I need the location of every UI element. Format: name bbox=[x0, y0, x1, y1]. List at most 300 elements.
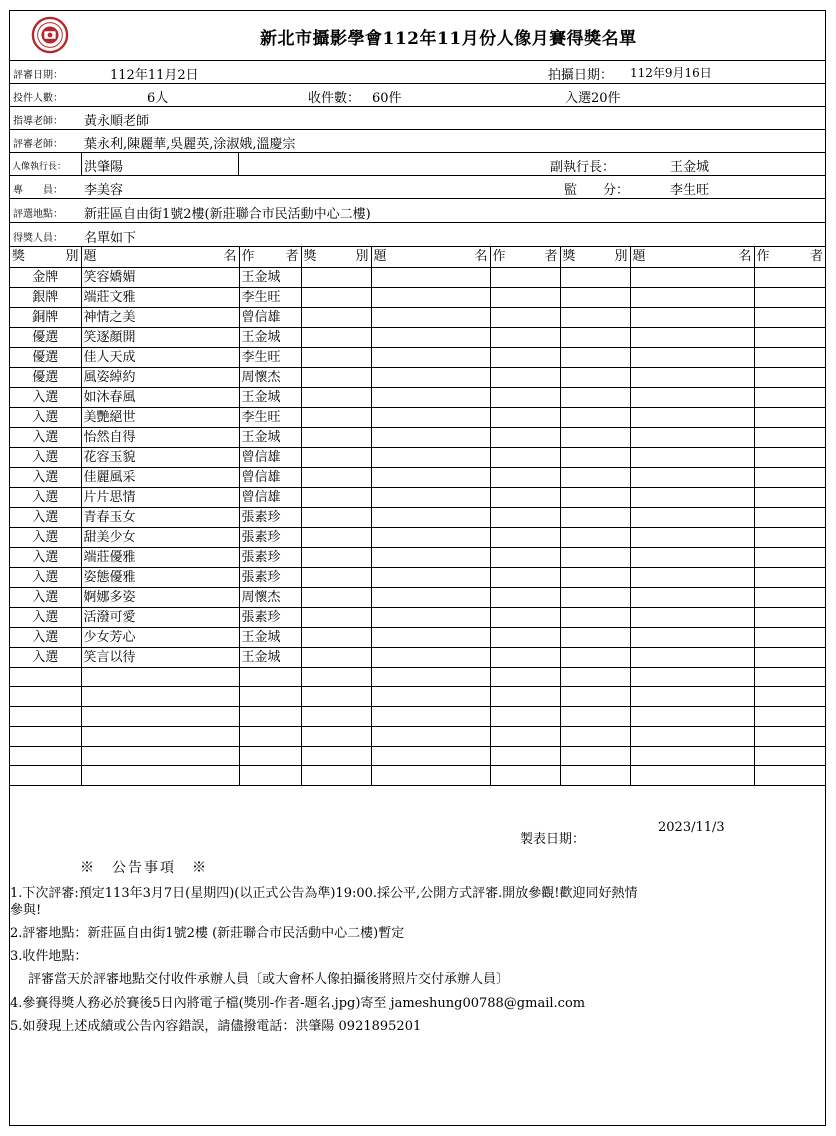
award-title-cell: 甜美少女 bbox=[81, 527, 239, 547]
empty-cell bbox=[490, 726, 560, 746]
empty-cell bbox=[560, 287, 630, 307]
table-row bbox=[10, 647, 825, 667]
empty-cell bbox=[81, 726, 239, 746]
empty-cell bbox=[560, 507, 630, 527]
table-row bbox=[10, 627, 825, 647]
awards-table bbox=[10, 247, 825, 786]
header-type-b: 別 bbox=[65, 249, 79, 265]
empty-cell bbox=[301, 647, 371, 667]
empty-cell bbox=[754, 547, 825, 567]
empty-cell bbox=[301, 627, 371, 647]
shoot-date-value: 112年9月16日 bbox=[630, 66, 712, 80]
header-author-b-3: 者 bbox=[809, 249, 823, 265]
table-row bbox=[10, 447, 825, 467]
empty-cell bbox=[10, 687, 81, 707]
empty-cell bbox=[490, 507, 560, 527]
empty-cell bbox=[10, 746, 81, 766]
award-author-cell: 王金城 bbox=[239, 427, 301, 447]
judge-date-label: 評審日期： bbox=[13, 70, 63, 81]
empty-cell bbox=[10, 667, 81, 687]
selected-value: 入選20件 bbox=[565, 91, 621, 106]
empty-cell bbox=[301, 307, 371, 327]
empty-cell bbox=[754, 587, 825, 607]
award-author-cell: 周懷杰 bbox=[239, 367, 301, 387]
empty-cell bbox=[630, 327, 754, 347]
empty-cell bbox=[754, 367, 825, 387]
empty-cell bbox=[630, 587, 754, 607]
supervisor-value: 李生旺 bbox=[670, 183, 710, 198]
award-title-cell: 端莊優雅 bbox=[81, 547, 239, 567]
judges-label: 評審老師： bbox=[13, 139, 63, 150]
vice-exec-value: 王金城 bbox=[670, 160, 710, 175]
table-row bbox=[10, 487, 825, 507]
empty-cell bbox=[754, 507, 825, 527]
table-row bbox=[10, 667, 825, 687]
award-title-cell: 笑逐顏開 bbox=[81, 327, 239, 347]
award-title-cell: 青春玉女 bbox=[81, 507, 239, 527]
staff-value: 李美容 bbox=[84, 183, 124, 198]
header-row bbox=[10, 11, 825, 61]
table-row bbox=[10, 607, 825, 627]
empty-cell bbox=[560, 587, 630, 607]
empty-cell bbox=[560, 607, 630, 627]
award-author-cell: 張素珍 bbox=[239, 607, 301, 627]
empty-cell bbox=[630, 387, 754, 407]
notice-item-3: 3.收件地點： bbox=[10, 949, 88, 964]
notice-item-1: 1.下次評審:預定113年3月7日(星期四)(以正式公告為準)19:00.採公平,公開方式評審.開放參觀!歡迎同好熱情 bbox=[10, 886, 638, 901]
award-author-cell: 王金城 bbox=[239, 647, 301, 667]
award-title-cell: 笑言以待 bbox=[81, 647, 239, 667]
empty-cell bbox=[630, 746, 754, 766]
empty-cell bbox=[371, 287, 490, 307]
empty-cell bbox=[754, 527, 825, 547]
award-title-cell: 風姿綽約 bbox=[81, 367, 239, 387]
empty-cell bbox=[630, 726, 754, 746]
award-author-cell: 李生旺 bbox=[239, 407, 301, 427]
notice-item-4: 4.參賽得獎人務必於賽後5日內將電子檔(獎別-作者-題名.jpg)寄至 jameshung00788@gmail.com bbox=[10, 996, 586, 1011]
empty-cell bbox=[754, 307, 825, 327]
table-row bbox=[10, 267, 825, 287]
empty-cell bbox=[630, 647, 754, 667]
empty-cell bbox=[560, 307, 630, 327]
award-title-cell: 怡然自得 bbox=[81, 427, 239, 447]
supervisor-label: 監 分： bbox=[564, 183, 630, 198]
page-title: 新北市攝影學會112年11月份人像月賽得獎名單 bbox=[260, 29, 637, 49]
empty-cell bbox=[239, 766, 301, 786]
empty-cell bbox=[371, 746, 490, 766]
award-type-cell: 入選 bbox=[10, 587, 81, 607]
empty-cell bbox=[754, 607, 825, 627]
award-title-cell: 端莊文雅 bbox=[81, 287, 239, 307]
empty-cell bbox=[371, 527, 490, 547]
empty-cell bbox=[754, 287, 825, 307]
notice-item-5: 5.如發現上述成績或公告內容錯誤，請儘撥電話：洪肇陽 0921895201 bbox=[10, 1019, 422, 1034]
award-author-cell: 王金城 bbox=[239, 627, 301, 647]
award-title-cell: 片片思情 bbox=[81, 487, 239, 507]
empty-cell bbox=[10, 766, 81, 786]
empty-cell bbox=[371, 327, 490, 347]
table-row bbox=[10, 467, 825, 487]
empty-cell bbox=[301, 667, 371, 687]
empty-cell bbox=[754, 407, 825, 427]
empty-cell bbox=[490, 587, 560, 607]
mentor-value: 黃永順老師 bbox=[84, 114, 150, 129]
award-author-cell: 曾信雄 bbox=[239, 467, 301, 487]
empty-cell bbox=[371, 507, 490, 527]
empty-cell bbox=[301, 746, 371, 766]
award-type-cell: 入選 bbox=[10, 527, 81, 547]
empty-cell bbox=[490, 387, 560, 407]
empty-cell bbox=[560, 487, 630, 507]
empty-cell bbox=[301, 766, 371, 786]
empty-cell bbox=[630, 267, 754, 287]
empty-cell bbox=[490, 487, 560, 507]
table-row bbox=[10, 547, 825, 567]
empty-cell bbox=[754, 487, 825, 507]
empty-cell bbox=[301, 327, 371, 347]
empty-cell bbox=[371, 467, 490, 487]
empty-cell bbox=[490, 607, 560, 627]
empty-cell bbox=[560, 447, 630, 467]
empty-cell bbox=[490, 547, 560, 567]
empty-cell bbox=[301, 347, 371, 367]
empty-cell bbox=[560, 726, 630, 746]
award-author-cell: 曾信雄 bbox=[239, 447, 301, 467]
empty-cell bbox=[371, 647, 490, 667]
empty-cell bbox=[754, 707, 825, 727]
empty-cell bbox=[371, 766, 490, 786]
award-title-cell: 佳麗風采 bbox=[81, 467, 239, 487]
award-type-cell: 銀牌 bbox=[10, 287, 81, 307]
award-title-cell: 婀娜多姿 bbox=[81, 587, 239, 607]
staff-row bbox=[10, 176, 825, 199]
judges-value: 葉永利,陳麗華,吳麗英,涂淑娥,溫慶宗 bbox=[84, 137, 296, 152]
empty-cell bbox=[81, 707, 239, 727]
empty-cell bbox=[630, 567, 754, 587]
header-author-a-3: 作 bbox=[756, 249, 770, 265]
empty-cell bbox=[754, 667, 825, 687]
empty-cell bbox=[490, 687, 560, 707]
empty-cell bbox=[371, 627, 490, 647]
empty-cell bbox=[560, 267, 630, 287]
empty-cell bbox=[301, 387, 371, 407]
empty-cell bbox=[754, 427, 825, 447]
award-type-cell: 優選 bbox=[10, 327, 81, 347]
empty-cell bbox=[301, 707, 371, 727]
table-row bbox=[10, 507, 825, 527]
award-author-cell: 王金城 bbox=[239, 327, 301, 347]
header-type-b-3: 別 bbox=[614, 249, 628, 265]
empty-cell bbox=[81, 687, 239, 707]
award-title-cell: 少女芳心 bbox=[81, 627, 239, 647]
empty-cell bbox=[560, 467, 630, 487]
empty-cell bbox=[490, 766, 560, 786]
empty-cell bbox=[754, 327, 825, 347]
made-date-value: 2023/11/3 bbox=[658, 820, 725, 835]
empty-cell bbox=[371, 726, 490, 746]
award-title-cell: 美艷絕世 bbox=[81, 407, 239, 427]
empty-cell bbox=[754, 687, 825, 707]
empty-cell bbox=[630, 707, 754, 727]
header-title-b: 名 bbox=[223, 249, 237, 265]
empty-cell bbox=[371, 387, 490, 407]
empty-cell bbox=[560, 367, 630, 387]
empty-cell bbox=[490, 467, 560, 487]
empty-cell bbox=[630, 467, 754, 487]
winners-value: 名單如下 bbox=[84, 231, 137, 246]
empty-cell bbox=[560, 427, 630, 447]
award-title-cell: 活潑可愛 bbox=[81, 607, 239, 627]
table-row bbox=[10, 427, 825, 447]
empty-cell bbox=[301, 547, 371, 567]
notice-title: ※ 公告事項 ※ bbox=[80, 860, 208, 876]
empty-cell bbox=[630, 407, 754, 427]
empty-cell bbox=[371, 447, 490, 467]
empty-cell bbox=[490, 347, 560, 367]
empty-cell bbox=[630, 347, 754, 367]
notice-item-3-detail: 評審當天於評審地點交付收件承辦人員〔或大會杯人像拍攝後將照片交付承辦人員〕 bbox=[28, 972, 510, 987]
empty-cell bbox=[371, 307, 490, 327]
award-type-cell: 入選 bbox=[10, 507, 81, 527]
empty-cell bbox=[754, 726, 825, 746]
empty-cell bbox=[630, 527, 754, 547]
award-author-cell: 王金城 bbox=[239, 387, 301, 407]
award-type-cell: 入選 bbox=[10, 647, 81, 667]
award-type-cell: 入選 bbox=[10, 467, 81, 487]
empty-cell bbox=[560, 567, 630, 587]
empty-cell bbox=[371, 687, 490, 707]
empty-cell bbox=[371, 667, 490, 687]
received-value: 60件 bbox=[372, 91, 402, 106]
empty-cell bbox=[371, 267, 490, 287]
empty-cell bbox=[630, 427, 754, 447]
empty-cell bbox=[371, 607, 490, 627]
empty-cell bbox=[490, 667, 560, 687]
empty-cell bbox=[630, 367, 754, 387]
empty-cell bbox=[490, 367, 560, 387]
empty-cell bbox=[560, 667, 630, 687]
empty-cell bbox=[560, 627, 630, 647]
empty-cell bbox=[630, 507, 754, 527]
award-type-cell: 入選 bbox=[10, 487, 81, 507]
header-type-a-2: 獎 bbox=[303, 249, 317, 265]
empty-cell bbox=[301, 267, 371, 287]
table-row bbox=[10, 347, 825, 367]
empty-cell bbox=[560, 687, 630, 707]
header-author-a-2: 作 bbox=[492, 249, 506, 265]
award-type-cell: 入選 bbox=[10, 607, 81, 627]
empty-cell bbox=[560, 387, 630, 407]
table-row bbox=[10, 527, 825, 547]
empty-cell bbox=[754, 567, 825, 587]
empty-cell bbox=[371, 547, 490, 567]
judge-date-value: 112年11月2日 bbox=[110, 68, 199, 83]
award-type-cell: 入選 bbox=[10, 567, 81, 587]
award-author-cell: 曾信雄 bbox=[239, 307, 301, 327]
empty-cell bbox=[560, 746, 630, 766]
empty-cell bbox=[560, 647, 630, 667]
award-type-cell: 銅牌 bbox=[10, 307, 81, 327]
table-row bbox=[10, 407, 825, 427]
empty-cell bbox=[301, 467, 371, 487]
table-row bbox=[10, 707, 825, 727]
empty-cell bbox=[10, 707, 81, 727]
award-type-cell: 入選 bbox=[10, 427, 81, 447]
award-title-cell: 如沐春風 bbox=[81, 387, 239, 407]
empty-cell bbox=[630, 607, 754, 627]
header-title-a-2: 題 bbox=[373, 249, 387, 265]
empty-cell bbox=[301, 687, 371, 707]
mentor-label: 指導老師： bbox=[13, 116, 63, 127]
empty-cell bbox=[754, 467, 825, 487]
empty-cell bbox=[630, 547, 754, 567]
empty-cell bbox=[301, 527, 371, 547]
empty-cell bbox=[630, 307, 754, 327]
empty-cell bbox=[630, 667, 754, 687]
received-label: 收件數： bbox=[308, 91, 361, 106]
empty-cell bbox=[630, 487, 754, 507]
award-author-cell: 張素珍 bbox=[239, 527, 301, 547]
submit-people-label: 投件人數： bbox=[13, 93, 63, 104]
award-author-cell: 周懷杰 bbox=[239, 587, 301, 607]
empty-cell bbox=[490, 407, 560, 427]
exec-label: 人像執行長： bbox=[12, 162, 67, 172]
empty-cell bbox=[371, 407, 490, 427]
empty-cell bbox=[371, 567, 490, 587]
table-row bbox=[10, 726, 825, 746]
table-row bbox=[10, 327, 825, 347]
empty-cell bbox=[490, 267, 560, 287]
empty-cell bbox=[560, 347, 630, 367]
table-row bbox=[10, 746, 825, 766]
award-title-cell: 神情之美 bbox=[81, 307, 239, 327]
empty-cell bbox=[560, 707, 630, 727]
empty-cell bbox=[371, 347, 490, 367]
empty-cell bbox=[239, 726, 301, 746]
empty-cell bbox=[490, 527, 560, 547]
award-type-cell: 入選 bbox=[10, 387, 81, 407]
header-author-b-2: 者 bbox=[544, 249, 558, 265]
empty-cell bbox=[490, 287, 560, 307]
empty-cell bbox=[81, 746, 239, 766]
empty-cell bbox=[560, 327, 630, 347]
award-author-cell: 張素珍 bbox=[239, 567, 301, 587]
empty-cell bbox=[490, 746, 560, 766]
empty-cell bbox=[560, 527, 630, 547]
empty-cell bbox=[754, 746, 825, 766]
table-row bbox=[10, 387, 825, 407]
empty-cell bbox=[301, 507, 371, 527]
empty-cell bbox=[754, 447, 825, 467]
award-title-cell: 姿態優雅 bbox=[81, 567, 239, 587]
empty-cell bbox=[560, 766, 630, 786]
empty-cell bbox=[301, 607, 371, 627]
empty-cell bbox=[560, 407, 630, 427]
empty-cell bbox=[239, 707, 301, 727]
empty-cell bbox=[754, 766, 825, 786]
empty-cell bbox=[630, 447, 754, 467]
empty-cell bbox=[371, 487, 490, 507]
header-type-b-2: 別 bbox=[355, 249, 369, 265]
empty-cell bbox=[490, 327, 560, 347]
society-logo-icon bbox=[31, 16, 69, 54]
empty-cell bbox=[301, 427, 371, 447]
award-title-cell: 笑容嬌媚 bbox=[81, 267, 239, 287]
award-type-cell: 入選 bbox=[10, 447, 81, 467]
table-row bbox=[10, 567, 825, 587]
empty-cell bbox=[301, 487, 371, 507]
winners-row bbox=[10, 223, 825, 247]
empty-cell bbox=[81, 667, 239, 687]
empty-cell bbox=[301, 726, 371, 746]
shoot-date-label: 拍攝日期： bbox=[548, 68, 614, 83]
empty-cell bbox=[754, 387, 825, 407]
submit-people-value: 6人 bbox=[147, 91, 169, 106]
award-type-cell: 入選 bbox=[10, 407, 81, 427]
notice-item-2: 2.評審地點：新莊區自由街1號2樓 (新莊聯合市民活動中心二樓)暫定 bbox=[10, 926, 405, 941]
empty-cell bbox=[754, 267, 825, 287]
empty-cell bbox=[630, 287, 754, 307]
table-row bbox=[10, 307, 825, 327]
award-type-cell: 優選 bbox=[10, 367, 81, 387]
empty-cell bbox=[630, 627, 754, 647]
empty-cell bbox=[490, 707, 560, 727]
empty-cell bbox=[754, 347, 825, 367]
judges-row bbox=[10, 130, 825, 153]
award-author-cell: 李生旺 bbox=[239, 287, 301, 307]
staff-label: 專 員： bbox=[13, 185, 63, 196]
empty-cell bbox=[371, 427, 490, 447]
empty-cell bbox=[239, 667, 301, 687]
table-row bbox=[10, 587, 825, 607]
empty-cell bbox=[630, 766, 754, 786]
award-author-cell: 張素珍 bbox=[239, 507, 301, 527]
empty-cell bbox=[490, 647, 560, 667]
award-author-cell: 李生旺 bbox=[239, 347, 301, 367]
header-title-b-2: 名 bbox=[474, 249, 488, 265]
header-title-a: 題 bbox=[83, 249, 97, 265]
table-row bbox=[10, 287, 825, 307]
empty-cell bbox=[630, 687, 754, 707]
submission-row bbox=[10, 84, 825, 107]
award-author-cell: 曾信雄 bbox=[239, 487, 301, 507]
table-row bbox=[10, 367, 825, 387]
empty-cell bbox=[239, 687, 301, 707]
empty-cell bbox=[81, 766, 239, 786]
empty-cell bbox=[560, 547, 630, 567]
header-type-a: 獎 bbox=[12, 249, 26, 265]
table-row bbox=[10, 687, 825, 707]
empty-cell bbox=[371, 367, 490, 387]
empty-cell bbox=[490, 307, 560, 327]
exec-value: 洪肇陽 bbox=[84, 160, 124, 175]
empty-cell bbox=[301, 567, 371, 587]
empty-cell bbox=[301, 407, 371, 427]
header-type-a-3: 獎 bbox=[562, 249, 576, 265]
empty-cell bbox=[371, 707, 490, 727]
table-row bbox=[10, 766, 825, 786]
empty-cell bbox=[490, 427, 560, 447]
venue-row bbox=[10, 199, 825, 223]
award-type-cell: 優選 bbox=[10, 347, 81, 367]
award-type-cell: 入選 bbox=[10, 547, 81, 567]
notice-item-1-cont: 參與! bbox=[10, 903, 42, 918]
award-type-cell: 金牌 bbox=[10, 267, 81, 287]
award-sheet bbox=[9, 10, 826, 1126]
header-author-b: 者 bbox=[285, 249, 299, 265]
empty-cell bbox=[371, 587, 490, 607]
award-title-cell: 佳人天成 bbox=[81, 347, 239, 367]
